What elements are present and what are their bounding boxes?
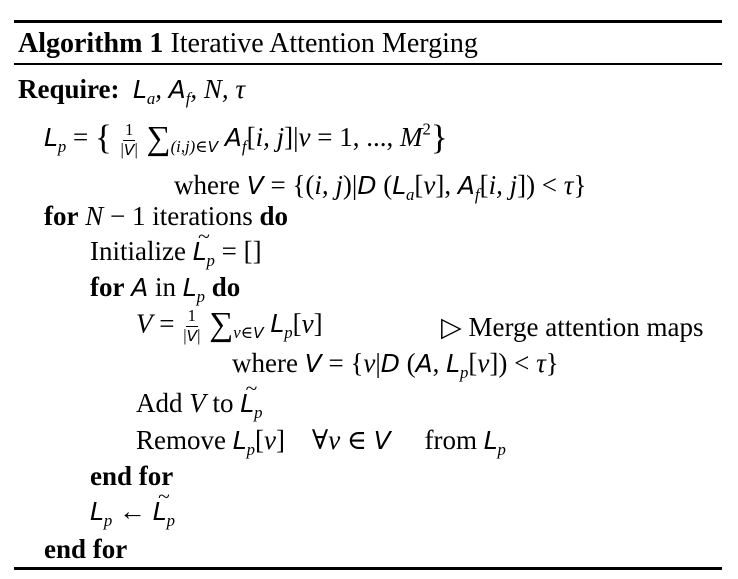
in-keyword: in: [154, 272, 176, 302]
bottom-rule: [14, 567, 722, 570]
where-line-1: where V = {(i, j)|D ($L_a[v]$, $A_f[i$, j]) < τ}: [174, 170, 587, 204]
require-inputs: $L_a$, $A_f$, N, τ: [133, 74, 246, 108]
initialize-line: Initialize ~ $L_p$ = []: [90, 238, 262, 265]
do-keyword-outer: do: [259, 201, 288, 231]
header-rule: [14, 63, 722, 65]
for-keyword-outer: for: [44, 201, 79, 231]
require-keyword: Require:: [18, 74, 120, 104]
outer-end-for: end for: [44, 534, 128, 564]
merge-line: V = $\frac{1}{|V|}$ $\sum_{v\in V}$ $L_p[v]$: [136, 306, 323, 345]
remove-line: Remove $L_p[v]$ ∀v ∈ V from $L_p$: [136, 425, 506, 459]
top-rule: [14, 20, 722, 23]
where-keyword-2: where: [232, 348, 298, 378]
where-line-2: where V = {v|D (A, $L_p[v]) < \tau$}: [232, 348, 559, 382]
where-keyword-1: where: [174, 170, 240, 200]
algorithm-title: Iterative Attention Merging: [170, 28, 478, 59]
merge-comment: ▷ Merge attention maps: [441, 312, 704, 342]
inner-end-for: end for: [90, 461, 174, 491]
to-keyword: to: [212, 388, 234, 418]
from-keyword: from: [424, 425, 477, 455]
algorithm-header: [18, 30, 478, 58]
do-keyword-inner: do: [211, 272, 241, 302]
assign-line: $L_p$ ← ~ $L_p$: [90, 498, 175, 525]
add-keyword: Add: [136, 388, 183, 418]
outer-for-line: for N − 1 iterations do: [44, 201, 288, 231]
remove-keyword: Remove: [136, 425, 226, 455]
for-keyword-inner: for: [90, 272, 125, 302]
add-line: Add V to ~ $L_p$: [136, 390, 262, 417]
iterations-text: iterations: [152, 201, 253, 231]
initialize-keyword: Initialize: [90, 236, 186, 266]
algorithm-label: Algorithm 1: [18, 28, 164, 59]
require-line: [18, 74, 246, 108]
inner-for-line: for A in $L_p$ do: [90, 272, 241, 306]
lp-definition: $L_p$ = { $\frac{1}{|V|}$ $\sum_{(i,j)\in V}$ $A_f[i$, j]|v = 1, ..., $M^2$}: [44, 118, 448, 159]
